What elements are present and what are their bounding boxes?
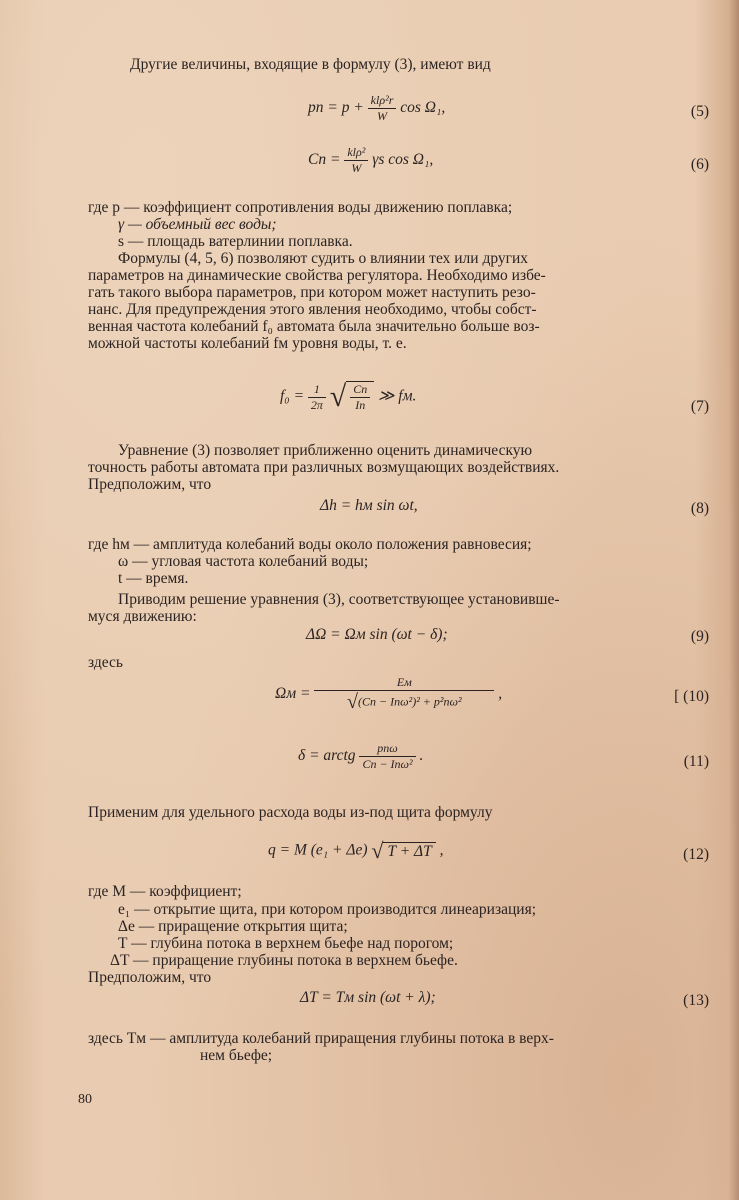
text-line: Применим для удельного расхода воды из-под щита формулу — [88, 804, 493, 821]
equation-number: (9) — [690, 628, 709, 645]
text-line: точность работы автомата при различных возмущающих воздействиях. — [88, 459, 560, 476]
text-line: t — время. — [118, 570, 189, 587]
equation-number: (7) — [690, 398, 709, 415]
text-line: венная частота колебаний f₀ автомата была значительно больше воз- — [88, 318, 540, 335]
equation-8: Δh = hм sin ωt, — [320, 497, 418, 514]
text-line: T — глубина потока в верхнем бьефе над порогом; — [118, 935, 454, 952]
text-line: гать такого выбора параметров, при котором может наступить резо- — [88, 284, 536, 301]
equation-number: [ (10) — [674, 688, 709, 705]
text-line: Формулы (4, 5, 6) позволяют судить о влиянии тех или других — [118, 250, 529, 267]
text-line: Другие величины, входящие в формулу (3), имеют вид — [130, 56, 491, 73]
equation-6: Cп = $\frac{\text{klρ²}}{W}$ γs cos Ω₁, — [308, 145, 434, 175]
text-line: здесь — [88, 654, 123, 671]
text-line: Приводим решение уравнения (3), соответствующее установивше- — [118, 591, 560, 608]
equation-12: q = M (e₁ + Δe) √ T + ΔT , — [268, 838, 444, 863]
equation-number: (5) — [690, 103, 709, 120]
equation-number: (11) — [683, 753, 709, 770]
text-line: где hм — амплитуда колебаний воды около положения равновесия; — [88, 536, 532, 553]
text-line: e₁ — открытие щита, при котором производится линеаризация; — [118, 901, 537, 918]
text-line: Уравнение (3) позволяет приближенно оценить динамическую — [118, 442, 533, 459]
equation-10: Ωм = $\frac{Eм}{\text{√(Cп − Iпω²)² + p²пω²}}$ , — [275, 675, 503, 713]
equation-7: f₀ = $\frac{1}{2\pi}$ √ $\frac{Cп}{Iп}$ ≫ fм. — [280, 380, 417, 413]
text-line: Предположим, что — [88, 476, 212, 493]
text-line: нем бьефе; — [200, 1047, 273, 1064]
text-line: муся движению: — [88, 608, 197, 625]
equation-number: (12) — [683, 846, 709, 863]
text-line: нанс. Для предупреждения этого явления необходимо, чтобы собст- — [88, 301, 537, 318]
text-line: где p — коэффициент сопротивления воды движению поплавка; — [88, 199, 513, 216]
text-line: Предположим, что — [88, 969, 212, 986]
text-line: Δe — приращение открытия щита; — [118, 918, 348, 935]
equation-13: ΔT = Tм sin (ωt + λ); — [300, 989, 436, 1006]
equation-number: (8) — [690, 500, 709, 517]
text-line: где M — коэффициент; — [88, 883, 242, 900]
equation-number: (6) — [690, 156, 709, 173]
text-line: s — площадь ватерлинии поплавка. — [118, 233, 353, 250]
equation-9: ΔΩ = Ωм sin (ωt − δ); — [306, 626, 448, 643]
text-line: ΔT — приращение глубины потока в верхнем бьефе. — [110, 952, 458, 969]
text-line: здесь Tм — амплитуда колебаний приращения глубины потока в верх- — [88, 1030, 554, 1047]
text-line: γ — объемный вес воды; — [118, 216, 277, 233]
equation-11: δ = arctg $\frac{\text{pпω}}{\text{Cп − Iпω²}}$ . — [298, 741, 424, 771]
page-number: 80 — [78, 1092, 92, 1107]
text-line: можной частоты колебаний fм уровня воды, т. е. — [88, 335, 407, 352]
text-line: параметров на динамические свойства регулятора. Необходимо избе- — [88, 267, 546, 284]
page-edge-shadow — [729, 0, 739, 1200]
equation-5: pп = p + $\frac{\text{klρ²r}}{W}$ cos Ω₁, — [308, 93, 446, 123]
text-line: ω — угловая частота колебаний воды; — [118, 553, 369, 570]
equation-number: (13) — [683, 992, 709, 1009]
